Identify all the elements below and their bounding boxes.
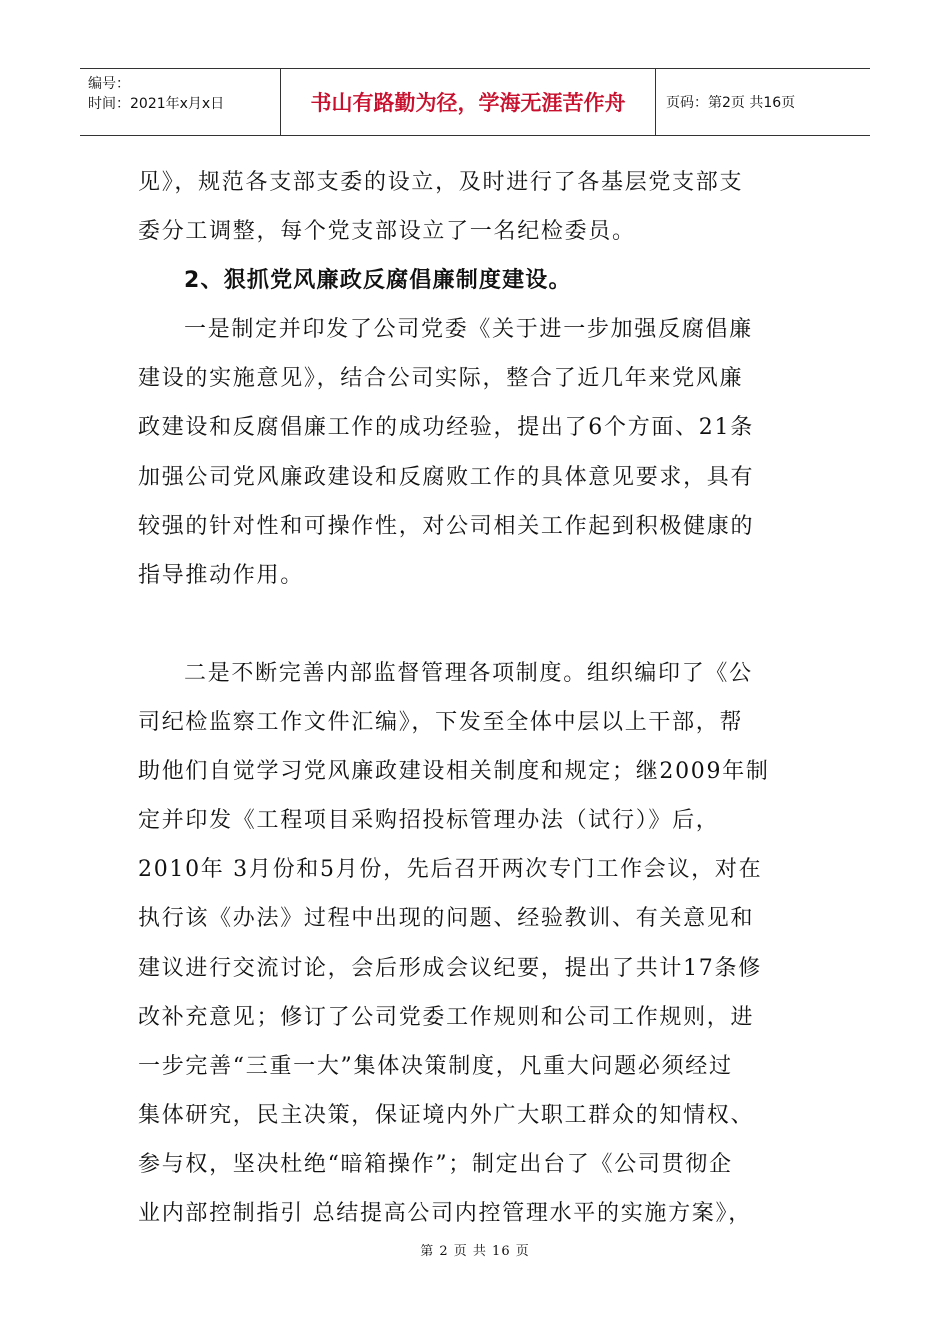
body-line: 定并印发《工程项目采购招投标管理办法（试行）》后， bbox=[138, 808, 720, 834]
page-footer: 第 2 页 共 16 页 bbox=[420, 1244, 530, 1259]
body-line: 改补充意见；修订了公司党委工作规则和公司工作规则，进 bbox=[138, 1004, 755, 1030]
body-line: 建设的实施意见》，结合公司实际，整合了近几年来党风廉 bbox=[138, 366, 744, 392]
body-line: 助他们自觉学习党风廉政建设相关制度和规定；继2009年制 bbox=[138, 759, 770, 785]
body-line: 2010年 3月份和5月份，先后召开两次专门工作会议，对在 bbox=[138, 857, 763, 883]
body-line: 集体研究，民主决策，保证境内外广大职工群众的知情权、 bbox=[138, 1102, 755, 1128]
page-header bbox=[80, 68, 870, 136]
body-line: 司纪检监察工作文件汇编》，下发至全体中层以上干部，帮 bbox=[138, 710, 744, 736]
body-line: 委分工调整，每个党支部设立了一名纪检委员。 bbox=[138, 219, 636, 245]
body-line: 执行该《办法》过程中出现的问题、经验教训、有关意见和 bbox=[138, 906, 755, 932]
section-heading: 2、狠抓党风廉政反腐倡廉制度建设。 bbox=[184, 268, 572, 294]
header-page-number: 页码：第2页 共16页 bbox=[666, 95, 796, 111]
document-date-label: 时间：2021年x月x日 bbox=[88, 96, 225, 112]
body-line: 指导推动作用。 bbox=[138, 562, 304, 588]
body-line: 见》，规范各支部支委的设立，及时进行了各基层党支部支 bbox=[138, 170, 744, 195]
body-line: 建议进行交流讨论，会后形成会议纪要，提出了共计17条修 bbox=[138, 955, 762, 981]
paragraph-gap bbox=[138, 600, 818, 649]
body-line: 参与权，坚决杜绝“暗箱操作”；制定出台了《公司贯彻企 bbox=[138, 1151, 733, 1177]
document-number-label: 编号： bbox=[88, 76, 130, 92]
body-line: 一步完善“三重一大”集体决策制度，凡重大问题必须经过 bbox=[138, 1053, 733, 1079]
body-line: 二是不断完善内部监督管理各项制度。组织编印了《公 bbox=[184, 660, 753, 686]
body-line: 加强公司党风廉政建设和反腐败工作的具体意见要求，具有 bbox=[138, 464, 755, 490]
body-line: 政建设和反腐倡廉工作的成功经验，提出了6个方面、21条 bbox=[138, 415, 754, 441]
body-line: 较强的针对性和可操作性，对公司相关工作起到积极健康的 bbox=[138, 513, 755, 539]
header-meta bbox=[80, 69, 281, 135]
header-motto: 书山有路勤为径，学海无涯苦作舟 bbox=[281, 69, 656, 135]
body-line: 业内部控制指引 总结提高公司内控管理水平的实施方案》， bbox=[138, 1200, 752, 1226]
body-line: 一是制定并印发了公司党委《关于进一步加强反腐倡廉 bbox=[184, 317, 753, 343]
document-body bbox=[138, 158, 818, 1238]
